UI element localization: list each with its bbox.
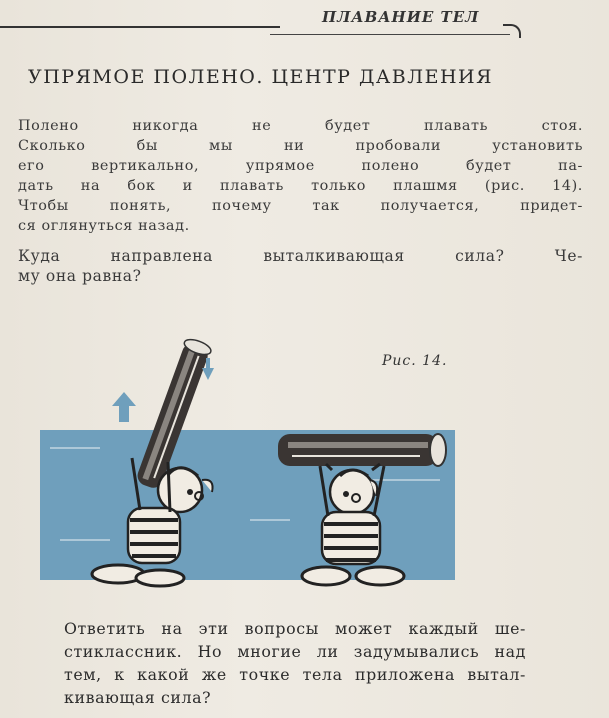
header-rule-right [270,34,510,35]
buoyancy-arrow-icon [112,392,136,422]
running-head: ПЛАВАНИЕ ТЕЛ [322,8,480,26]
text-line: дать на бок и плавать только плашмя (рис. 14). [18,178,583,194]
figure-14-illustration [40,330,470,590]
text-line: стиклассник. Но многие ли задумывались над [64,642,526,661]
header-rule-left [0,26,280,28]
text-line: му она равна? [18,267,142,285]
paragraph-3 [64,617,526,709]
text-line: Сколько бы мы ни пробовали установить [18,138,583,154]
horizontal-log [278,434,446,466]
text-line: ся оглянуться назад. [18,218,190,234]
text-line: Куда направлена выталкивающая сила? Че- [18,247,583,265]
text-line: Полено никогда не будет плавать стоя. [18,118,583,134]
text-line: тем, к какой же точке тела приложена вытал- [64,665,526,684]
text-line: Чтобы понять, почему так получается, придет- [18,198,583,214]
text-line: Ответить на эти вопросы может каждый ше- [64,619,526,638]
paragraph-2 [18,246,583,286]
text-line: его вертикально, упрямое полено будет па- [18,158,583,174]
header-flourish-icon [503,24,521,38]
paragraph-1 [18,116,583,236]
text-line: кивающая сила? [64,688,212,707]
figure-caption: Рис. 14. [382,353,448,369]
section-title: УПРЯМОЕ ПОЛЕНО. ЦЕНТР ДАВЛЕНИЯ [28,66,493,88]
